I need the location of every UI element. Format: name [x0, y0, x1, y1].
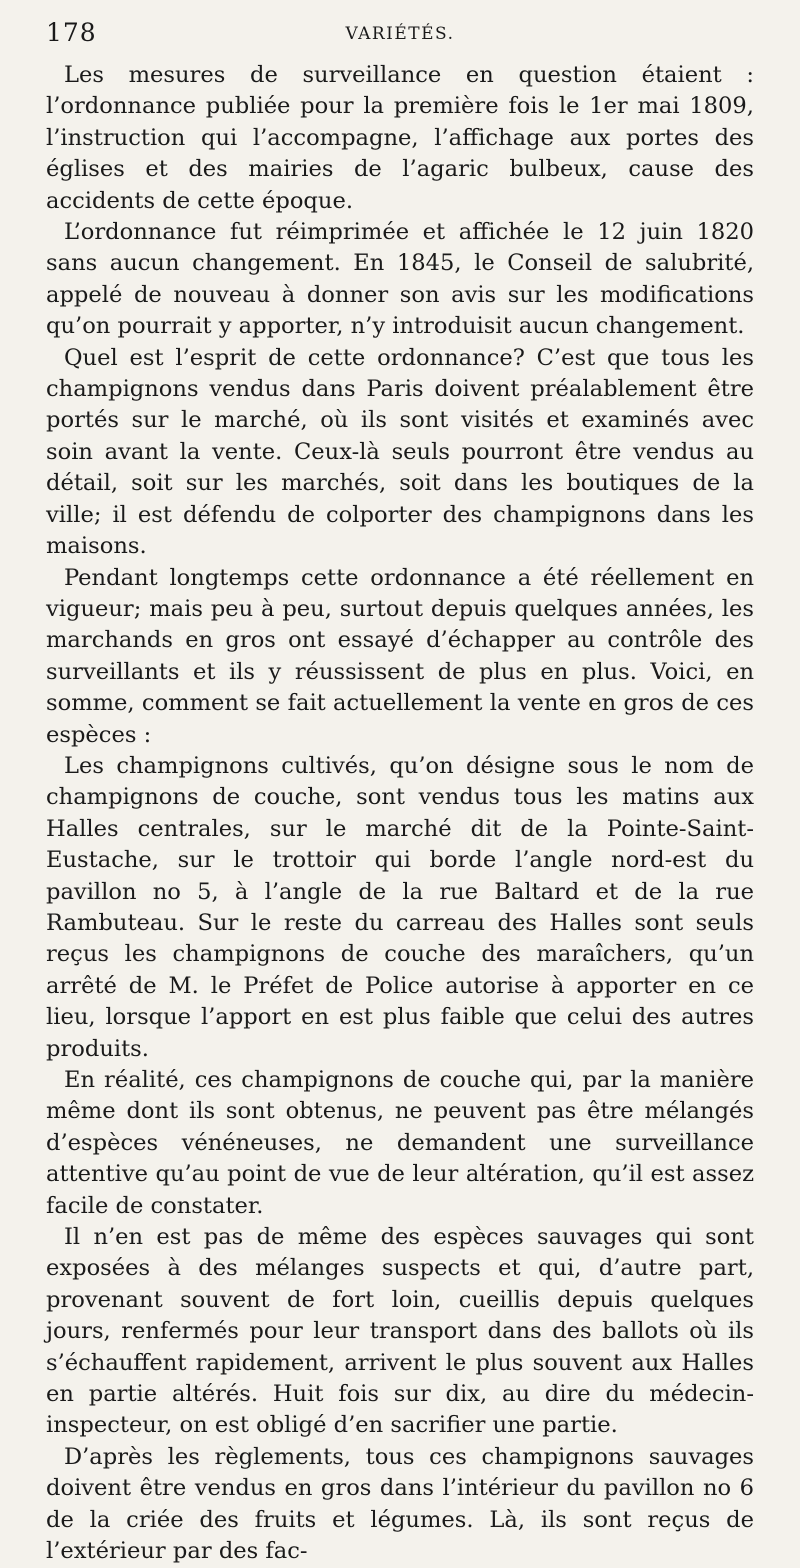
paragraph: Il n’en est pas de même des espèces sauvages qui sont exposées à des mélanges suspects et qui, d’autre part, provenant souvent de fort loin, cueillis depuis quelques jours, renfermés pour leur transport dans des ballots où ils s’échauffent rapidement, arrivent le plus souvent aux Halles en partie altérés. Huit fois sur dix, au dire du médecin-inspecteur, on est obligé d’en sacrifier une partie. [46, 1224, 754, 1439]
paragraph: Les mesures de surveillance en question étaient : l’ordonnance publiée pour la première fois le 1er mai 1809, l’instruction qui l’accompagne, l’affichage aux portes des églises et des mairies de l’agaric bulbeux, cause des accidents de cette époque. [46, 62, 754, 214]
paragraph: Pendant longtemps cette ordonnance a été réellement en vigueur; mais peu à peu, surtout depuis quelques années, les marchands en gros ont essayé d’échapper au contrôle des surveillants et ils y réussissent de plus en plus. Voici, en somme, comment se fait actuellement la vente en gros de ces espèces : [46, 564, 754, 748]
paragraph: D’après les règlements, tous ces champignons sauvages doivent être vendus en gros dans l’intérieur du pavillon no 6 de la criée des fruits et légumes. Là, ils sont reçus de l’extérieur par des fac- [46, 1443, 754, 1565]
paragraph: L’ordonnance fut réimprimée et affichée le 12 juin 1820 sans aucun changement. En 1845, le Conseil de salubrité, appelé de nouveau à donner son avis sur les modifications qu’on pourrait y apporter, n’y introduisit aucun changement. [46, 219, 754, 340]
paragraph: En réalité, ces champignons de couche qui, par la manière même dont ils sont obtenus, ne peuvent pas être mélangés d’espèces vénéneuses, ne demandent une surveillance attentive qu’au point de vue de leur altération, qu’il est assez facile de constater. [46, 1067, 754, 1219]
page-number: 178 [46, 18, 97, 47]
paragraph: Quel est l’esprit de cette ordonnance? C’est que tous les champignons vendus dans Paris doivent préalablement être portés sur le marché, où ils sont visités et examinés avec soin avant la vente. Ceux-là seuls pourront être vendus au détail, soit sur les marchés, soit dans les boutiques de la ville; il est défendu de colporter des champignons dans les maisons. [46, 344, 754, 560]
running-head: VARIÉTÉS. [345, 24, 455, 44]
paragraph: Les champignons cultivés, qu’on désigne sous le nom de champignons de couche, sont vendus tous les matins aux Halles centrales, sur le marché dit de la Pointe-Saint-Eustache, sur le trottoir qui borde l’angle nord-est du pavillon no 5, à l’angle de la rue Baltard et de la rue Rambuteau. Sur le reste du carreau des Halles sont seuls reçus les champignons de couche des maraîchers, qu’un arrêté de M. le Préfet de Police autorise à apporter en ce lieu, lorsque l’apport en est plus faible que celui des autres produits. [46, 752, 754, 1062]
page-body [46, 60, 754, 1568]
page-header [46, 18, 754, 58]
